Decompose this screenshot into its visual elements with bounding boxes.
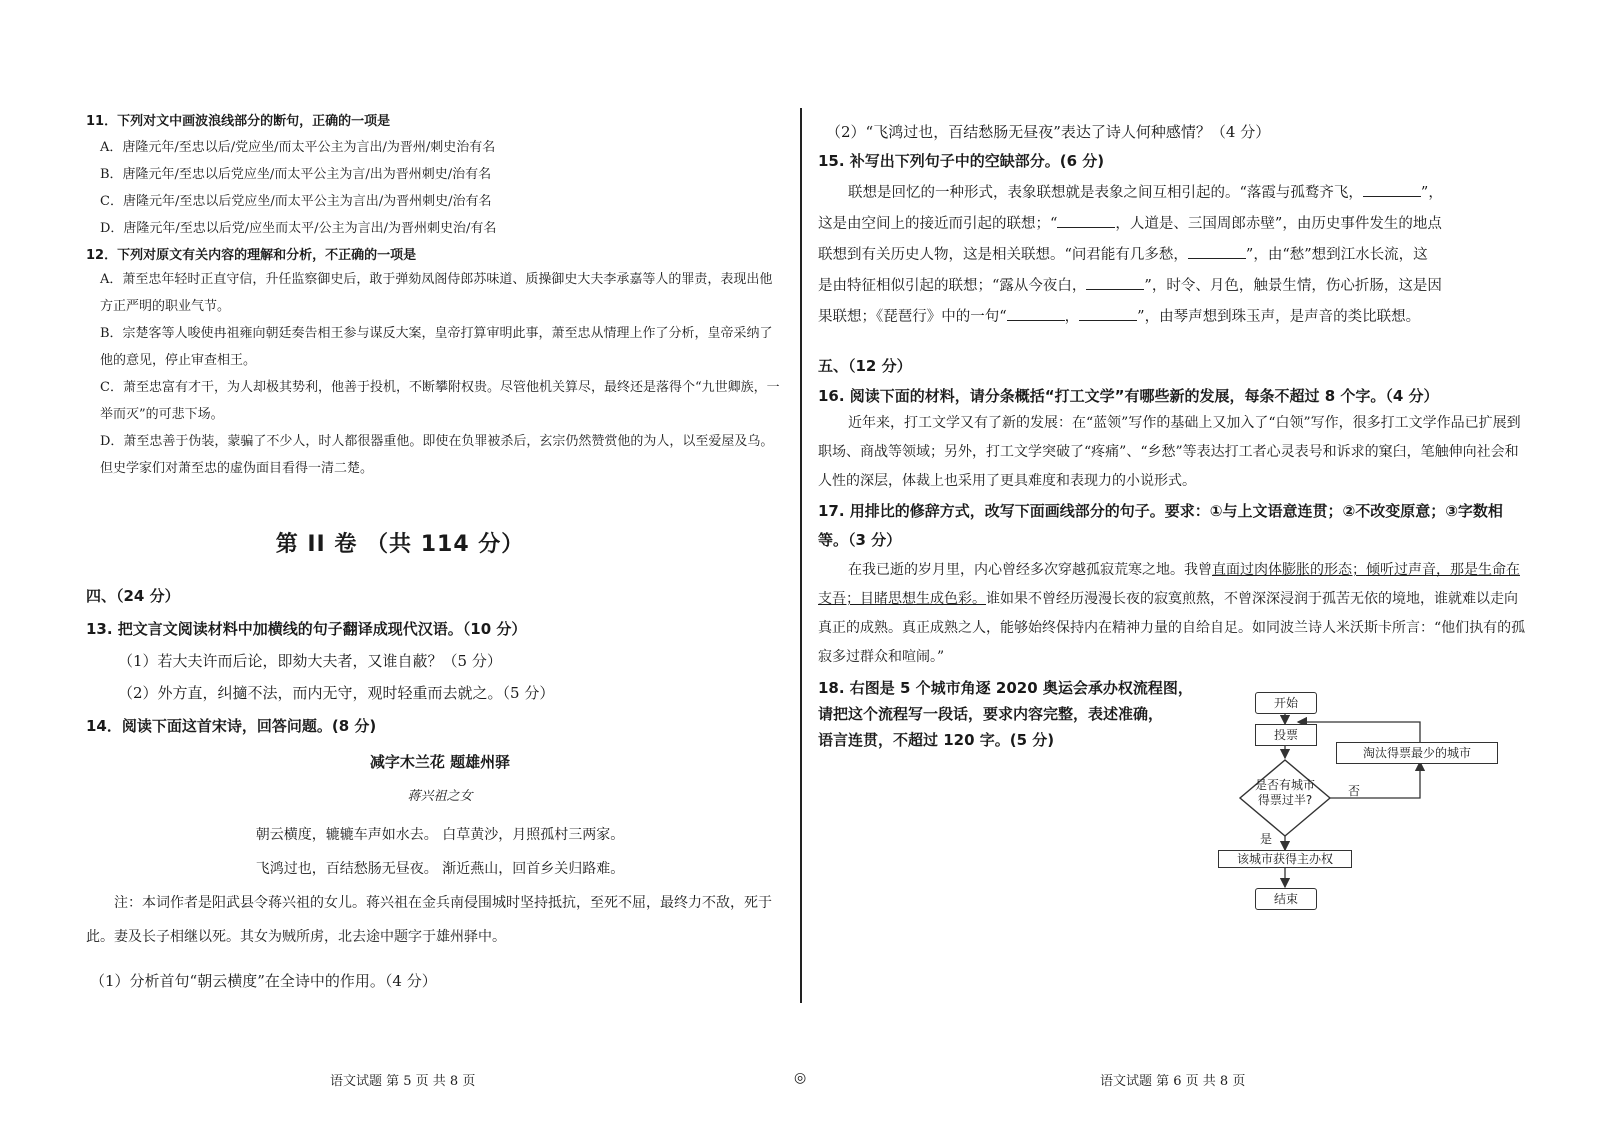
q11-option-c: C．唐隆元年/至忠以后党应坐/而太平公主为言出/为晋州刺史/治有名 [100,194,492,209]
q14-stem: 14．阅读下面这首宋诗，回答问题。(8 分) [86,717,377,735]
q18-line-1: 18. 右图是 5 个城市角逐 2020 奥运会承办权流程图， [818,679,1193,697]
q12-option-a: A．萧至忠年轻时正直守信，升任监察御史后，敢于弹劾凤阁侍郎苏味道、质操御史大夫李承嘉等人的罪责，表现出他方正严明的职业气节。 [100,272,773,314]
q16-stem: 16. 阅读下面的材料，请分条概括“打工文学”有哪些新的发展，每条不超过 8 个字。（4 分） [818,387,1439,405]
section-title: 第 II 卷 （共 114 分） [275,532,525,557]
q15-text: ”， [1420,185,1443,201]
q15-blank-6[interactable] [1079,306,1137,321]
poem-line-1: 朝云横度，辘辘车声如水去。 白草黄沙，月照孤村三两家。 [255,827,625,843]
q15-passage [818,178,1528,333]
footer-right: 语文试题 第 6 页 共 8 页 [1100,1074,1246,1089]
flow-vote: 投票 [1255,724,1317,746]
q14-sub-2: （2）“飞鸿过也，百结愁肠无昼夜”表达了诗人何种感情？（4 分） [826,123,1271,141]
q17-text: 谁如果不曾经历漫漫长夜的寂寞煎熬，不曾深深浸润于孤苦无依的境地，谁就难以走向真正的成熟。真正成熟之人，能够始终保持内在精神力量的自给自足。如同波兰诗人米沃斯卡所言：“他们执有的孤寂多过群众和喧闹。” [818,591,1526,665]
flow-no-label: 否 [1348,784,1361,798]
q18-line-3: 语言连贯，不超过 120 字。(5 分) [818,731,1055,749]
q15-text: ， [1064,309,1080,325]
poem-line-2: 飞鸿过也，百结愁肠无昼夜。 渐近燕山，回首乡关归路难。 [255,861,625,877]
poem-title: 减字木兰花 题雄州驿 [369,753,511,771]
q16-passage: 近年来，打工文学又有了新的发展：在“蓝领”写作的基础上又加入了“白领”写作，很多打工文学作品已扩展到职场、商战等领域；另外，打工文学突破了“疼痛”、“乡愁”等表达打工者心灵表号和诉求的窠臼，笔触伸向社会和人性的深层，体裁上也采用了更具难度和表现力的小说形式。 [818,415,1521,489]
q12-option-c: C．萧至忠富有才干，为人却极其势利，他善于投机，不断攀附权贵。尽管他机关算尽，最终还是落得个“九世卿族，一举而灭”的可悲下场。 [100,380,780,422]
q15-text: 联想是回忆的一种形式，表象联想就是表象之间互相引起的。“落霞与孤鹜齐飞， [848,185,1363,201]
q17-underlined-text: 直面过肉体膨胀的形态；倾听过声音，那是生命在支吾；目睹思想生成色彩。 [818,562,1520,607]
q11-option-a: A．唐隆元年/至忠以后/党应坐/而太平公主为言出/为晋州/刺史治有名 [100,140,496,155]
section-four-heading: 四、（24 分） [86,587,180,605]
poem-author: 蒋兴祖之女 [407,789,473,804]
q15-text: 这是由空间上的接近而引起的联想；“ [818,216,1058,232]
q15-text: ”，由琴声想到珠玉声，是声音的类比联想。 [1137,309,1421,325]
q11-stem: 11．下列对文中画波浪线部分的断句，正确的一项是 [86,114,391,129]
q13-sentence-1: （1）若大夫许而后论，即劾大夫者，又谁自蔽？（5 分） [118,652,502,670]
q18-line-2: 请把这个流程写一段话，要求内容完整，表述准确， [818,705,1164,723]
flow-eliminate: 淘汰得票最少的城市 [1336,742,1498,764]
footer-left: 语文试题 第 5 页 共 8 页 [330,1074,476,1089]
q17-text: 在我已逝的岁月里，内心曾经多次穿越孤寂荒寒之地。我曾 [848,562,1212,578]
q15-stem: 15. 补写出下列句子中的空缺部分。(6 分) [818,152,1105,170]
page-divider [800,108,802,1003]
q14-sub-1: （1）分析首句“朝云横度”在全诗中的作用。（4 分） [90,972,437,990]
flow-end: 结束 [1255,888,1317,910]
q15-text: ”，时令、月色，触景生情，伤心折肠，这是因 [1144,278,1442,294]
q11-option-b: B．唐隆元年/至忠以后党应坐/而太平公主为言/出为晋州刺史/治有名 [100,167,492,182]
q15-text: ”，由“愁”想到江水长流，这 [1245,247,1428,263]
center-mark: ◎ [794,1070,807,1086]
flow-start: 开始 [1255,692,1317,714]
q15-blank-5[interactable] [1007,306,1065,321]
q15-text: 是由特征相似引起的联想；“露从今夜白， [818,278,1087,294]
flow-decision-line-2: 得票过半? [1257,793,1313,807]
q15-blank-2[interactable] [1057,213,1115,228]
q11-option-d: D．唐隆元年/至忠以后党/应坐而太平/公主为言出/为晋州刺史治/有名 [100,221,497,236]
q13-sentence-2: （2）外方直，纠擿不法，而内无守，观时轻重而去就之。（5 分） [118,684,555,702]
q17-passage [818,556,1528,672]
flow-yes-label: 是 [1260,832,1273,846]
flow-decision-text [1252,778,1318,808]
q17-stem: 17. 用排比的修辞方式，改写下面画线部分的句子。要求：①与上文语意连贯；②不改变原意；③字数相等。（3 分） [818,502,1503,549]
q13-stem: 13. 把文言文阅读材料中加横线的句子翻译成现代汉语。（10 分） [86,620,527,638]
q15-text: 联想到有关历史人物，这是相关联想。“问君能有几多愁， [818,247,1188,263]
q12-stem: 12．下列对原文有关内容的理解和分析，不正确的一项是 [86,248,417,263]
poem-note: 注：本词作者是阳武县令蒋兴祖的女儿。蒋兴祖在金兵南侵围城时坚持抵抗，至死不屈，最终力不敌，死于此。妻及长子相继以死。其女为贼所虏，北去途中题字于雄州驿中。 [86,895,772,945]
q15-blank-1[interactable] [1363,182,1421,197]
q15-blank-4[interactable] [1086,275,1144,290]
section-five-heading: 五、（12 分） [818,357,912,375]
q15-text: ，人道是、三国周郎赤壁”，由历史事件发生的地点 [1115,216,1442,232]
q15-text: 果联想；《琵琶行》中的一句“ [818,309,1007,325]
q12-option-b: B．宗楚客等人唆使冉祖雍向朝廷奏告相王参与谋反大案，皇帝打算审明此事，萧至忠从情理上作了分析，皇帝采纳了他的意见，停止审查相王。 [100,326,773,368]
flowchart [1230,690,1500,920]
flow-decision-line-1: 是否有城市 [1254,778,1315,792]
flow-winner: 该城市获得主办权 [1218,850,1352,868]
q15-blank-3[interactable] [1188,244,1246,259]
q12-option-d: D．萧至忠善于伪装，蒙骗了不少人，时人都很器重他。即使在负罪被杀后，玄宗仍然赞赏他的为人，以至爱屋及乌。但史学家们对萧至忠的虚伪面目看得一清二楚。 [100,434,774,476]
